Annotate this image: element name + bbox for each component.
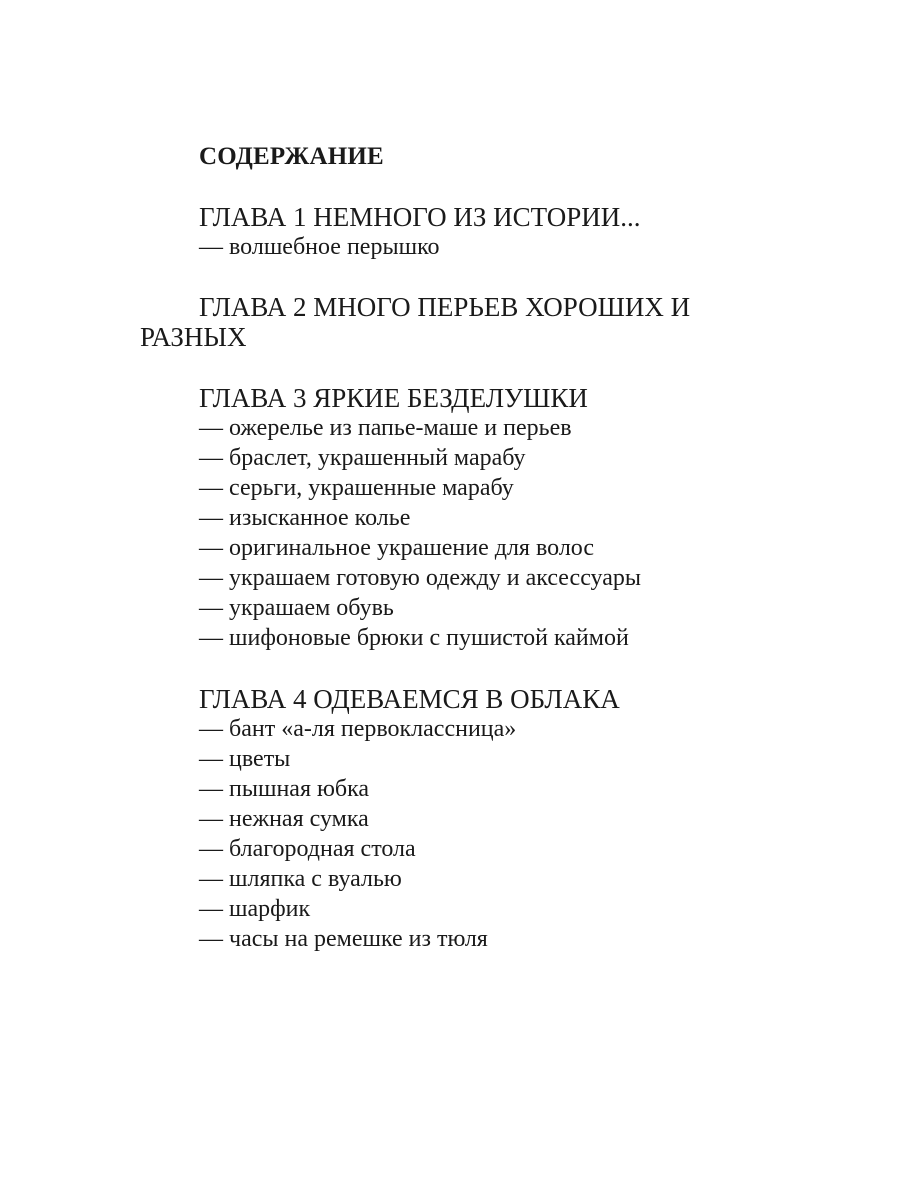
dash: — [199,776,223,802]
dash: — [199,625,223,651]
toc-item [199,744,760,774]
chapter-heading: ГЛАВА 4 ОДЕВАЕМСЯ В ОБЛАКА [199,684,620,714]
dash: — [199,415,223,441]
toc-item-label: оригинальное украшение для волос [229,535,595,561]
toc-item-label: украшаем обувь [229,595,394,621]
toc-item [199,623,760,653]
dash: — [199,505,223,531]
dash: — [199,866,223,892]
toc-item-label: пышная юбка [229,776,370,802]
toc-item [199,774,760,804]
toc-title: СОДЕРЖАНИЕ [199,143,384,170]
chapter-2 [140,292,760,352]
dash: — [199,836,223,862]
chapter-heading: ГЛАВА 1 НЕМНОГО ИЗ ИСТОРИИ... [199,202,641,232]
toc-item-label: шляпка с вуалью [229,866,402,892]
dash: — [199,926,223,952]
dash: — [199,565,223,591]
toc-item [199,232,760,262]
chapter-heading: ГЛАВА 2 МНОГО ПЕРЬЕВ ХОРОШИХ И РАЗНЫХ [140,292,691,352]
dash: — [199,806,223,832]
toc-item-label: шарфик [229,896,311,922]
toc-item [199,593,760,623]
dash: — [199,475,223,501]
dash: — [199,746,223,772]
toc-item-label: бант «а-ля первоклассница» [229,716,517,742]
toc-item [199,894,760,924]
toc-item [199,443,760,473]
chapter-4 [140,684,760,954]
toc-item [199,864,760,894]
toc-item [199,473,760,503]
dash: — [199,445,223,471]
toc-item-label: цветы [229,746,291,772]
toc-item-label: часы на ремешке из тюля [229,926,488,952]
toc-item-label: нежная сумка [229,806,369,832]
toc-item [199,503,760,533]
dash: — [199,595,223,621]
chapter-items [140,714,760,954]
toc-item [199,413,760,443]
toc-item-label: украшаем готовую одежду и аксессуары [229,565,641,591]
toc-item-label: волшебное перышко [229,234,440,260]
toc-item [199,533,760,563]
toc-item [199,714,760,744]
chapter-items [140,232,760,262]
toc-item-label: шифоновые брюки с пушистой каймой [229,625,629,651]
toc-item-label: серьги, украшенные марабу [229,475,514,501]
dash: — [199,234,223,260]
dash: — [199,896,223,922]
toc-item-label: благородная стола [229,836,416,862]
toc-item [199,563,760,593]
toc-item [199,924,760,954]
toc-item [199,804,760,834]
toc-item-label: браслет, украшенный марабу [229,445,526,471]
chapter-heading: ГЛАВА 3 ЯРКИЕ БЕЗДЕЛУШКИ [199,383,588,413]
chapter-1 [140,202,760,262]
toc-item-label: ожерелье из папье-маше и перьев [229,415,572,441]
toc-item [199,834,760,864]
dash: — [199,535,223,561]
dash: — [199,716,223,742]
chapter-items [140,413,760,653]
toc-item-label: изысканное колье [229,505,411,531]
chapter-3 [140,383,760,653]
